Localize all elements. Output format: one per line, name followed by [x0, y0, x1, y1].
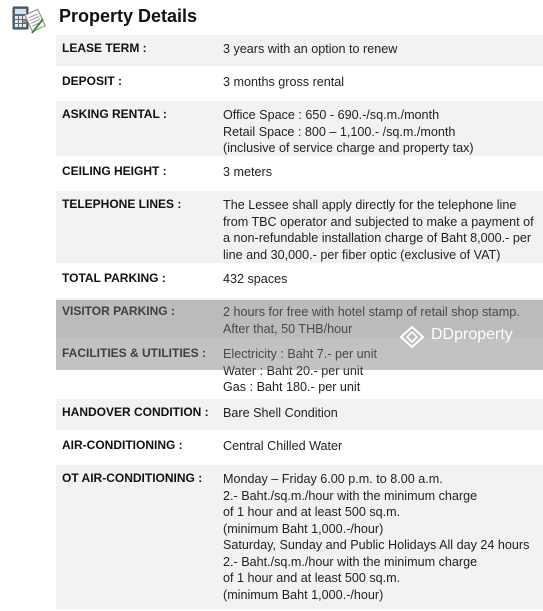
- value-line: Saturday, Sunday and Public Holidays All day 24 hours: [223, 538, 530, 552]
- row-value: [223, 471, 539, 603]
- value-line: of 1 hour and at least 500 sq.m.: [223, 571, 401, 585]
- calculator-document-icon: [12, 5, 46, 35]
- row-value: [223, 271, 539, 288]
- watermark-overlay: [56, 300, 543, 370]
- row-deposit: [56, 68, 543, 101]
- value-line: 2.- Baht./sq.m./hour with the minimum charge: [223, 554, 478, 569]
- value-line: Central Chilled Water: [223, 439, 343, 453]
- value-line: line and 30,000.- per fiber optic (exclusive of VAT): [223, 247, 501, 262]
- value-line: 3 years with an option to renew: [223, 42, 398, 56]
- row-label: TELEPHONE LINES :: [62, 197, 182, 211]
- value-line: (minimum Baht 1,000.-/hour): [223, 521, 384, 536]
- row-label: VISITOR PARKING :: [62, 304, 175, 318]
- value-line: Electricity : Baht 7.- per unit: [223, 347, 377, 361]
- row-label: AIR-CONDITIONING :: [62, 438, 183, 452]
- value-line: Water : Baht 20.- per unit: [223, 363, 364, 378]
- row-label: ASKING RENTAL :: [62, 107, 167, 121]
- value-line: Gas : Baht 180.- per unit: [223, 380, 361, 394]
- row-value: [223, 74, 539, 91]
- value-line: of 1 hour and at least 500 sq.m.: [223, 505, 401, 519]
- page-title: Property Details: [59, 6, 198, 26]
- value-line: 2.- Baht./sq.m./hour with the minimum charge: [223, 488, 478, 503]
- row-asking-rental: [56, 101, 543, 158]
- value-line: a non-refundable installation charge of Baht 8,000.- per: [223, 231, 532, 245]
- row-air-conditioning: [56, 432, 543, 465]
- row-label: HANDOVER CONDITION :: [62, 405, 209, 419]
- row-value: [223, 197, 539, 263]
- value-line: (inclusive of service charge and property tax): [223, 141, 474, 155]
- value-line: Monday – Friday 6.00 p.m. to 8.00 a.m.: [223, 472, 443, 486]
- header: [0, 0, 543, 36]
- row-telephone-lines: [56, 191, 543, 265]
- value-line: (minimum Baht 1,000.-/hour): [223, 587, 384, 602]
- value-line: The Lessee shall apply directly for the telephone line: [223, 198, 517, 212]
- value-line: Office Space : 650 - 690.-/sq.m./month: [223, 108, 440, 122]
- row-label: FACILITIES & UTILITIES :: [62, 346, 206, 360]
- row-ot-air-conditioning: [56, 465, 543, 611]
- value-line: Retail Space : 800 – 1,100.- /sq.m./month: [223, 124, 456, 139]
- value-line: After that, 50 THB/hour: [223, 321, 353, 336]
- row-value: [223, 164, 539, 181]
- row-label: DEPOSIT :: [62, 74, 123, 88]
- row-label: OT AIR-CONDITIONING :: [62, 471, 203, 485]
- value-line: 2 hours for free with hotel stamp of retail shop stamp.: [223, 305, 520, 319]
- value-line: Bare Shell Condition: [223, 406, 338, 420]
- value-line: 3 months gross rental: [223, 75, 345, 89]
- row-label: TOTAL PARKING :: [62, 271, 166, 285]
- row-total-parking: [56, 265, 543, 298]
- row-lease-term: [56, 35, 543, 68]
- row-value: [223, 41, 539, 58]
- row-handover-condition: [56, 399, 543, 432]
- watermark-text: DDproperty: [431, 326, 513, 343]
- value-line: 432 spaces: [223, 272, 288, 286]
- row-value: [223, 405, 539, 422]
- value-line: from TBC operator and subjected to make a payment of: [223, 214, 534, 229]
- row-label: LEASE TERM :: [62, 41, 147, 55]
- row-value: [223, 107, 539, 157]
- ddproperty-logo-icon: [399, 325, 425, 349]
- row-value: [223, 438, 539, 455]
- row-ceiling-height: [56, 158, 543, 191]
- value-line: 3 meters: [223, 165, 272, 179]
- row-label: CEILING HEIGHT :: [62, 164, 167, 178]
